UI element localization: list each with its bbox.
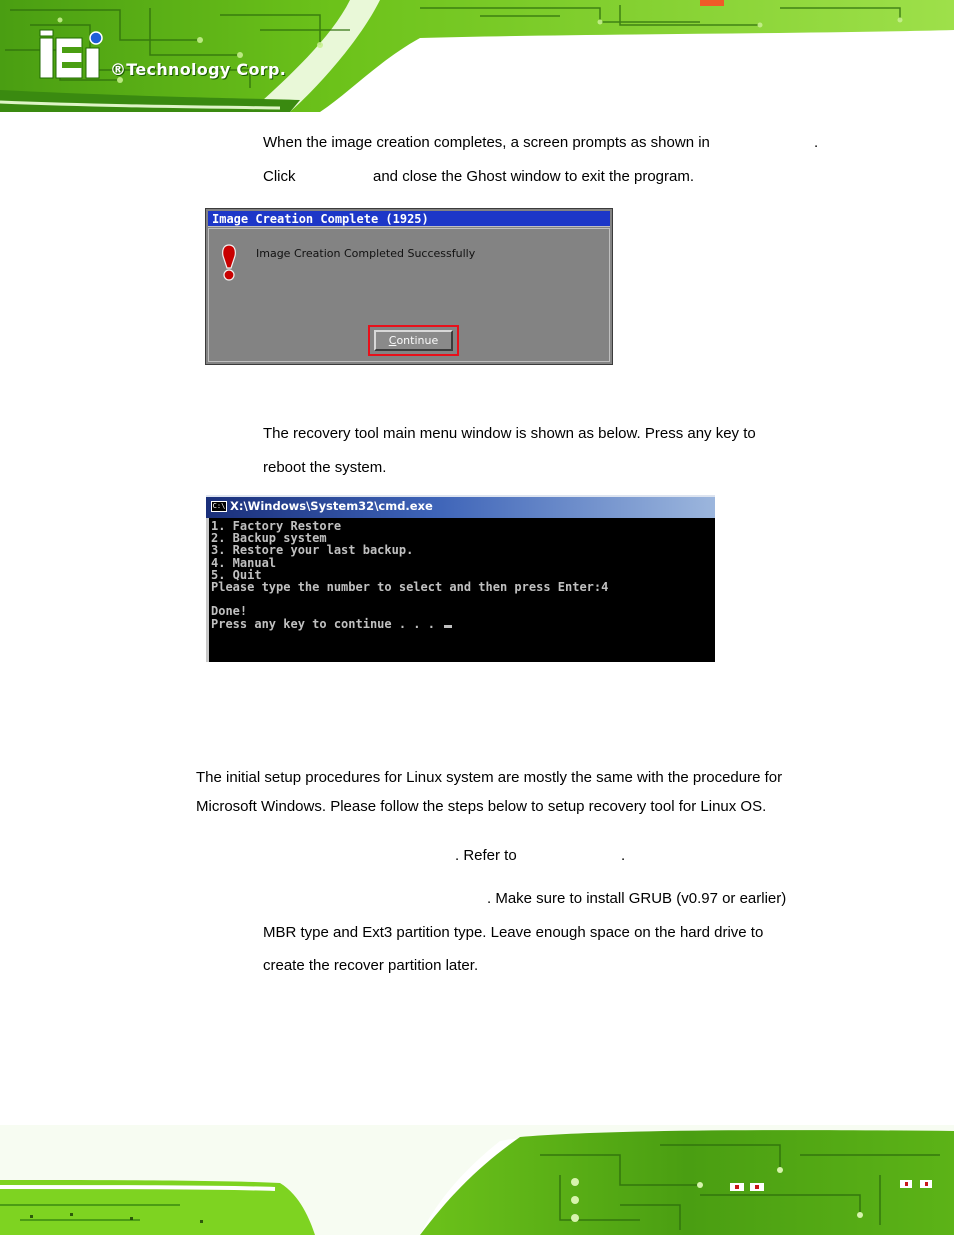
linux-intro-2: Microsoft Windows. Please follow the steps below to setup recovery tool for Linux OS.	[196, 798, 767, 815]
continue-button-label: ontinue	[396, 334, 439, 347]
continue-button[interactable]	[374, 330, 453, 351]
cmd-line-manual: 4. Manual	[211, 555, 277, 570]
refer-to-text: . Refer to	[455, 847, 517, 864]
circuit-board-header-graphic	[0, 0, 954, 112]
cmd-line-prompt: Please type the number to select and then press Enter:4	[211, 579, 609, 594]
cmd-output	[211, 520, 608, 630]
cmd-line-blank	[211, 593, 608, 605]
cmd-title: X:\Windows\System32\cmd.exe	[230, 499, 433, 513]
grub-text: . Make sure to install GRUB (v0.97 or earlier)	[487, 890, 787, 907]
refer-to-end: .	[621, 847, 626, 864]
footer-banner	[0, 1125, 954, 1235]
cmd-line-restore-last: 3. Restore your last backup.	[211, 543, 414, 558]
cmd-window	[206, 495, 715, 662]
create-partition-text: create the recover partition later.	[263, 957, 479, 974]
cmd-line-press-any-key	[211, 618, 608, 630]
image-complete-text-1-end: .	[814, 134, 819, 151]
cmd-line-backup-system: 2. Backup system	[211, 531, 327, 546]
text-cursor	[444, 625, 452, 628]
cmd-line-factory-restore: 1. Factory Restore	[211, 519, 342, 533]
cmd-left-border	[206, 518, 209, 662]
dialog-message: Image Creation Completed Successfully	[256, 247, 476, 260]
circuit-board-footer-graphic	[0, 1125, 954, 1235]
company-name: ®Technology Corp.	[110, 60, 287, 79]
header-banner	[0, 0, 954, 112]
cmd-line-done: Done!	[211, 604, 248, 619]
close-ghost-text: and close the Ghost window to exit the program.	[373, 168, 695, 185]
press-any-key-text: Press any key to continue . . .	[211, 616, 443, 631]
dialog-title: Image Creation Complete (1925)	[208, 211, 610, 227]
click-label: Click	[263, 168, 296, 185]
image-creation-complete-dialog	[205, 208, 613, 365]
continue-button-mnemonic: C	[388, 334, 397, 347]
image-complete-text-1: When the image creation completes, a screen prompts as shown in	[263, 134, 710, 151]
linux-intro-1: The initial setup procedures for Linux system are mostly the same with the procedure for	[196, 769, 783, 786]
cmd-window-icon: C:\	[212, 502, 226, 510]
mbr-text: MBR type and Ext3 partition type. Leave enough space on the hard drive to	[263, 924, 764, 941]
cmd-line-quit: 5. Quit	[211, 567, 262, 582]
main-menu-text-1: The recovery tool main menu window is shown as below. Press any key to	[263, 425, 756, 442]
exclamation-icon	[220, 243, 238, 283]
main-menu-text-2: reboot the system.	[263, 459, 387, 476]
